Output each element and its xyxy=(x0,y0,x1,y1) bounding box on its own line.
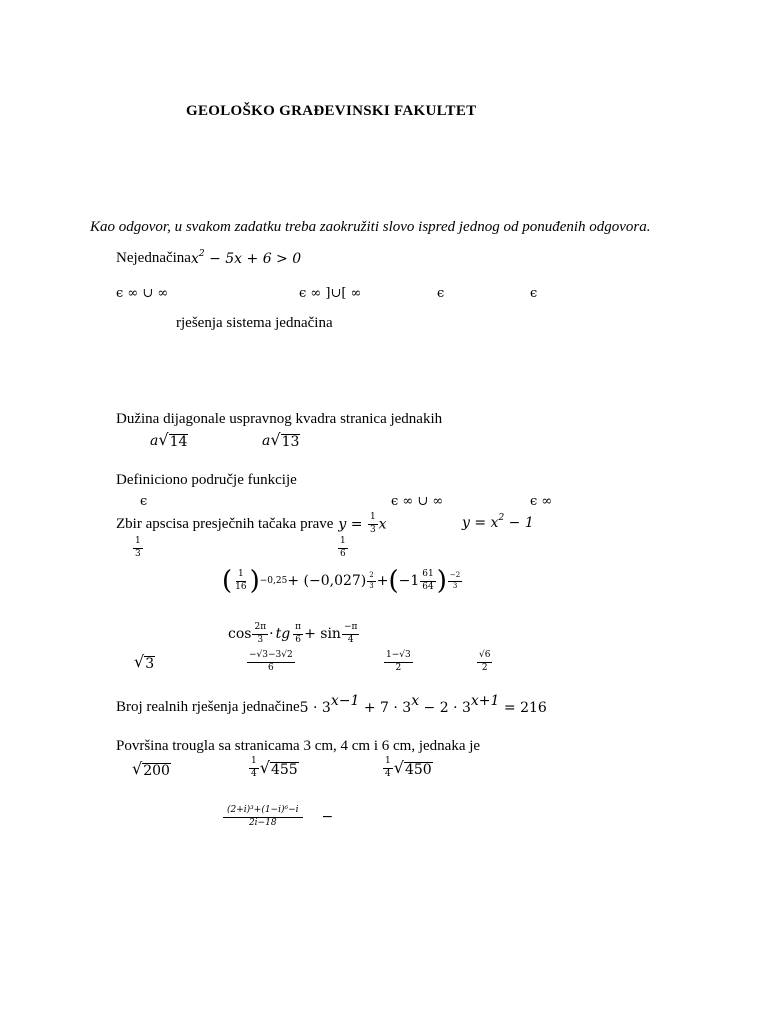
q10-expression: $\frac{\text{(2+i)³+(1−i)⁶−i}}{2i-18}$ − xyxy=(222,806,333,829)
question-1-inequality: $x^2 - 5x + 6 > 0$ xyxy=(190,248,302,267)
q7-expression: cos $\frac{2\pi}{3}$ · tg $\frac{\pi}{6}$ + sin $\frac{-\pi}{4}$ xyxy=(228,622,358,645)
question-4-text: Definiciono područje funkcije xyxy=(116,472,297,488)
q5-line-equation: y = $\frac{1}{3}$ x xyxy=(338,512,387,535)
q1-answer-a: ϵ ∞ ∪ ∞ xyxy=(116,286,169,301)
q3-answer-a: a √ 14 xyxy=(150,430,188,450)
q7-answer-a: √ 3 xyxy=(134,652,155,672)
question-3-text: Dužina dijagonale uspravnog kvadra stranica jednakih xyxy=(116,411,443,427)
q4-answer-a: ϵ xyxy=(140,494,148,509)
q1-answer-b: ϵ ∞ ]∪[ ∞ xyxy=(299,286,362,301)
q1-answer-d: ϵ xyxy=(530,286,538,301)
question-1 xyxy=(116,248,302,267)
q5-parabola-equation: $y = x^2 - 1$ xyxy=(462,513,534,531)
q6-expression: ( $\frac{1}{16}$ ) −0,25 + (−0,027) $\frac{2}{3}$ + ( −1 $\frac{61}{64}$ ) $\frac{-2}{3}$ xyxy=(222,566,461,596)
q3-answer-b: a √ 13 xyxy=(262,430,300,450)
question-2-text: rješenja sistema jednačina xyxy=(176,315,333,331)
q7-answer-c: $\frac{1-√3}{2}$ xyxy=(386,650,411,673)
question-8 xyxy=(116,692,547,716)
q4-answer-b: ϵ ∞ ∪ ∞ xyxy=(391,494,444,509)
faculty-title: GEOLOŠKO GRAĐEVINSKI FAKULTET xyxy=(186,103,477,119)
q9-answer-c: $\frac{1}{4}$ √ 450 xyxy=(385,756,432,779)
q4-answer-c: ϵ ∞ xyxy=(530,494,553,509)
question-8-text: Broj realnih rješenja jednačine xyxy=(116,699,300,715)
q8-equation: $5 \cdot 3^{x-1} + 7 \cdot 3^x - 2 \cdot 3^{x+1} = 216$ xyxy=(299,692,547,716)
question-1-text: Nejednačina xyxy=(116,250,191,266)
q5-answer-b: $\frac{1}{6}$ xyxy=(340,536,346,559)
q9-answer-a: √ 200 xyxy=(132,759,170,779)
question-9-text: Površina trougla sa stranicama 3 cm, 4 cm i 6 cm, jednaka je xyxy=(116,738,481,754)
q7-answer-b: $\frac{-√3-3√2}{6}$ xyxy=(249,650,293,673)
q5-answer-a: $\frac{1}{3}$ xyxy=(135,536,141,559)
question-5-text: Zbir apscisa presječnih tačaka prave xyxy=(116,515,334,532)
q7-answer-d: $\frac{√6}{2}$ xyxy=(479,650,491,673)
q1-answer-c: ϵ xyxy=(437,286,445,301)
instruction-text: Kao odgovor, u svakom zadatku treba zaokružiti slovo ispred jednog od ponuđenih odgovora. xyxy=(90,219,651,235)
q9-answer-b: $\frac{1}{4}$ √ 455 xyxy=(251,756,298,779)
question-5 xyxy=(116,513,387,536)
